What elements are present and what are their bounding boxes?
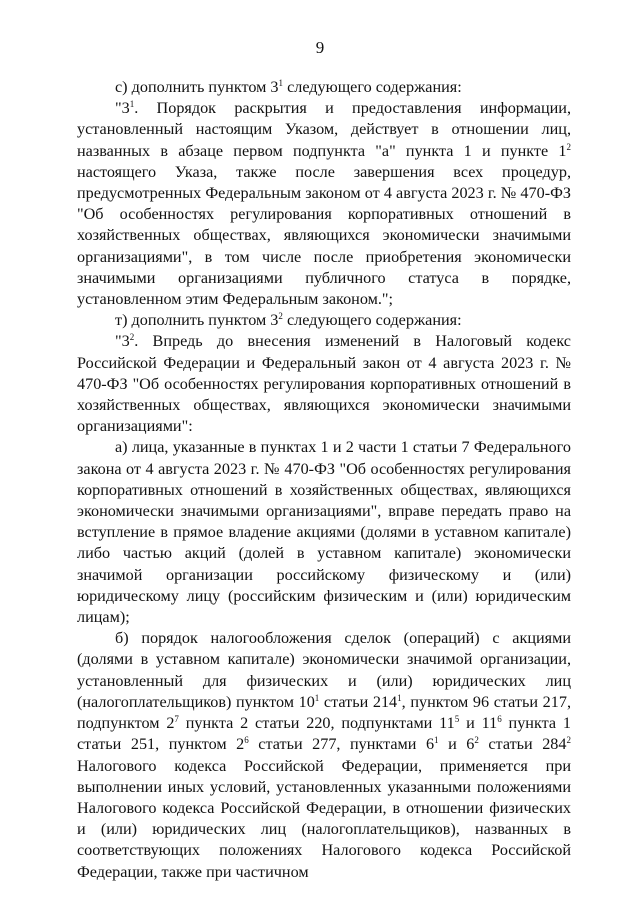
page-number: 9 [315, 38, 325, 57]
superscript-index: 2 [566, 141, 571, 152]
superscript-index: 1 [397, 692, 402, 703]
superscript-index: 2 [474, 735, 479, 746]
superscript-index: 2 [278, 311, 283, 322]
paragraph-item-s: с) дополнить пунктом $3^1$ следующего содержания: [115, 78, 462, 96]
superscript-index: 1 [434, 735, 439, 746]
superscript-index: 1 [129, 99, 135, 110]
paragraph-subitem-a: а) лица, указанные в пунктах 1 и 2 части 1 статьи 7 Федерального закона от 4 августа 2023 г. № 470-ФЗ "Об особенностях регулирования корпоративных отношений в хозяйственных обществах, являющихся экономически значимыми организациями", вправе передать право на вступление в прямое владение акциями (долями в уставном капитале) либо частью акций (долей в уставном капитале) экономически значимой организации российскому физическому и (или) юридическому лицу (российским физическим и (или) юридическим лицам); [77, 438, 571, 627]
superscript-index: 2 [129, 332, 135, 343]
paragraph-subitem-b: б) порядок налогообложения сделок (операций) с акциями (долями в уставном капитале) экономически значимой организации, установленный для физических и (или) юридических лиц (налогоплательщиков) пунктом $10^1$ статьи $214^1$, пунктом 96 статьи 217, подпунктом $2^7$ пункта 2 статьи 220, подпунктами $11^5$ и $11^6$ пункта 1 статьи 251, пунктом $2^6$ статьи 277, пунктами $6^1$ и $6^2$ статьи $284^2$ Налогового кодекса Российской Федерации, применяется при выполнении иных условий, установленных указанными положениями Налогового кодекса Российской Федерации, в отношении физических и (или) юридических лиц (налогоплательщиков), названных в соответствующих положениях Налогового кодекса Российской Федерации, также при частичном [77, 629, 571, 881]
paragraph-item-t: т) дополнить пунктом $3^2$ следующего содержания: [115, 311, 462, 330]
paragraph-point-3-1: "$3^1$. Порядок раскрытия и предоставления информации, установленный настоящим Указом, действует в отношении лиц, названных в абзаце первом подпункта "а" пункта 1 и пункте $1^2$ настоящего Указа, также после завершения всех процедур, предусмотренных Федеральным законом от 4 августа 2023 г. № 470-ФЗ "Об особенностях регулирования корпоративных отношений в хозяйственных обществах, являющихся экономически значимыми организациями", в том числе после приобретения экономически значимыми организациями публичного статуса в порядке, установленном этим Федеральным законом."; [77, 99, 571, 309]
document-body [77, 77, 571, 883]
superscript-index: 2 [566, 735, 571, 746]
superscript-index: 6 [497, 714, 502, 725]
superscript-index: 1 [314, 692, 320, 703]
superscript-index: 5 [454, 714, 460, 725]
superscript-index: 7 [174, 714, 179, 725]
superscript-index: 1 [278, 78, 284, 88]
paragraph-point-3-2: "$3^2$. Впредь до внесения изменений в Налоговый кодекс Российской Федерации и Федеральный закон от 4 августа 2023 г. № 470-ФЗ "Об особенностях регулирования корпоративных отношений в хозяйственных обществах, являющихся экономически значимыми организациями": [77, 332, 571, 436]
superscript-index: 6 [244, 735, 249, 746]
